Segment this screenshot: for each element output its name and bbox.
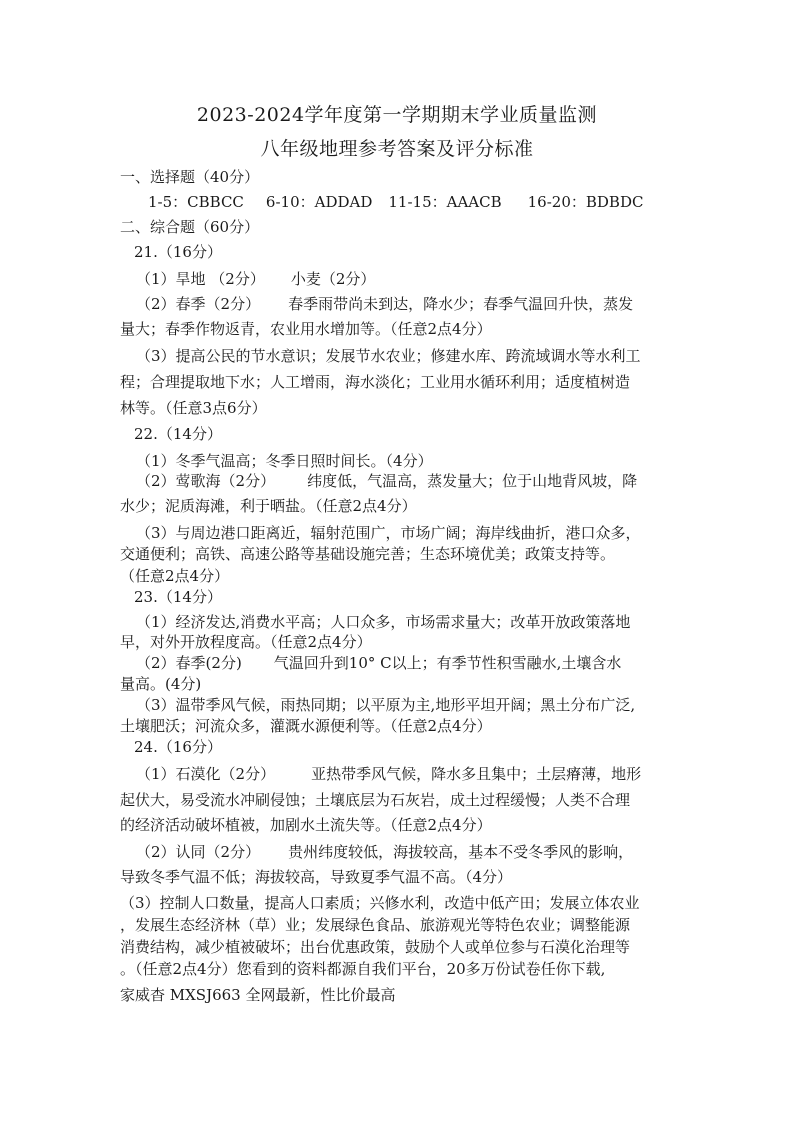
q22-part1: （1）冬季气温高；冬季日照时间长。（4分）: [136, 452, 433, 470]
q24-part1: （1）石漠化（2分） 亚热带季风气候，降水多且集中；土层瘠薄，地形: [136, 765, 642, 783]
q22-part2-cont: 水少；泥质海滩，利于晒盐。（任意2点4分）: [120, 497, 417, 515]
q21-part2: （2）春季（2分） 春季雨带尚未到达，降水少；春季气温回升快，蒸发: [136, 295, 634, 313]
q24-part2-cont: 导致冬季气温不低；海拔较高，导致夏季气温不高。（4分）: [120, 868, 513, 886]
q24-part3-cont: ，发展生态经济林（草）业；发展绿色食品、旅游观光等特色农业；调整能源: [120, 916, 631, 934]
answer-group: 1-5：CBBCC: [148, 193, 244, 211]
question-24-heading: 24.（16分）: [134, 738, 222, 756]
q24-part1-cont: 起伏大，易受流水冲刷侵蚀；土壤底层为石灰岩，成土过程缓慢；人类不合理: [120, 791, 631, 809]
q24-part3: （3）控制人口数量，提高人口素质；兴修水利，改造中低产田；发展立体农业: [120, 894, 640, 912]
question-22-heading: 22.（14分）: [134, 425, 222, 443]
q21-part2-cont: 量大；春季作物返青，农业用水增加等。（任意2点4分）: [120, 320, 492, 338]
q23-part3-cont: 土壤肥沃；河流众多，灌溉水源便利等。（任意2点4分）: [120, 717, 492, 735]
q21-part3-cont: 林等。（任意3点6分）: [120, 399, 267, 417]
q23-part1-cont: 早，对外开放程度高。（任意2点4分）: [120, 633, 372, 651]
q22-part3: （3）与周边港口距离近，辐射范围广，市场广阔；海岸线曲折，港口众多，: [136, 524, 641, 542]
promo-footer: 您看到的资料都源自我们平台，20多万份试卷任你下载,: [236, 960, 606, 978]
answer-group: 16-20：BDBDC: [527, 193, 644, 211]
q21-part3-cont: 程；合理提取地下水；人工增雨，海水淡化；工业用水循环利用；适度植树造: [120, 373, 631, 391]
q23-part3: （3）温带季风气候，雨热同期；以平原为主,地形平坦开阔；黑土分布广泛,: [136, 696, 636, 714]
promo-footer: 家威杳 MXSJ663 全网最新，性比价最高: [120, 986, 396, 1004]
q24-part1-cont: 的经济活动破坏植被，加剧水土流失等。（任意2点4分）: [120, 816, 492, 834]
document-title: 2023-2024学年度第一学期期末学业质量监测: [196, 104, 598, 126]
q24-part3-cont: 。（任意2点4分）您看到的资料都源自我们平台，20多万份试卷任你下载,: [120, 960, 606, 978]
section-heading-choice: 一、选择题（40分）: [120, 168, 260, 186]
q22-part3-cont: 交通便利；高铁、高速公路等基础设施完善；生态环境优美；政策支持等。: [120, 545, 616, 563]
question-23-heading: 23.（14分）: [134, 588, 222, 606]
section-heading-comprehensive: 二、综合题（60分）: [120, 218, 260, 236]
answer-group: 6-10：ADDAD: [265, 193, 373, 211]
q23-part2-cont: 量高。(4分): [120, 675, 202, 693]
q24-part3-cont: 消费结构，减少植被破坏；出台优惠政策，鼓励个人或单位参与石漠化治理等: [120, 938, 631, 956]
answer-group: 11-15：AAACB: [388, 193, 502, 211]
q22-part3-cont: （任意2点4分）: [120, 567, 230, 585]
question-21-heading: 21.（16分）: [134, 243, 222, 261]
q24-part2: （2）认同（2分） 贵州纬度较低，海拔较高，基本不受冬季风的影响，: [136, 843, 634, 861]
q21-part3: （3）提高公民的节水意识；发展节水农业；修建水库、跨流域调水等水利工: [136, 347, 641, 365]
q23-part2: （2）春季(2分) 气温回升到10° C以上；有季节性积雪融水,土壤含水: [136, 654, 622, 672]
document-subtitle: 八年级地理参考答案及评分标准: [260, 138, 534, 160]
choice-answers: [148, 195, 643, 210]
q22-part2: （2）莺歌海（2分） 纬度低，气温高，蒸发量大；位于山地背风坡，降: [136, 472, 638, 490]
q23-part1: （1）经济发达,消费水平高；人口众多，市场需求量大；改革开放政策落地: [136, 613, 631, 631]
q21-part1: （1）旱地 （2分） 小麦（2分）: [136, 270, 376, 288]
